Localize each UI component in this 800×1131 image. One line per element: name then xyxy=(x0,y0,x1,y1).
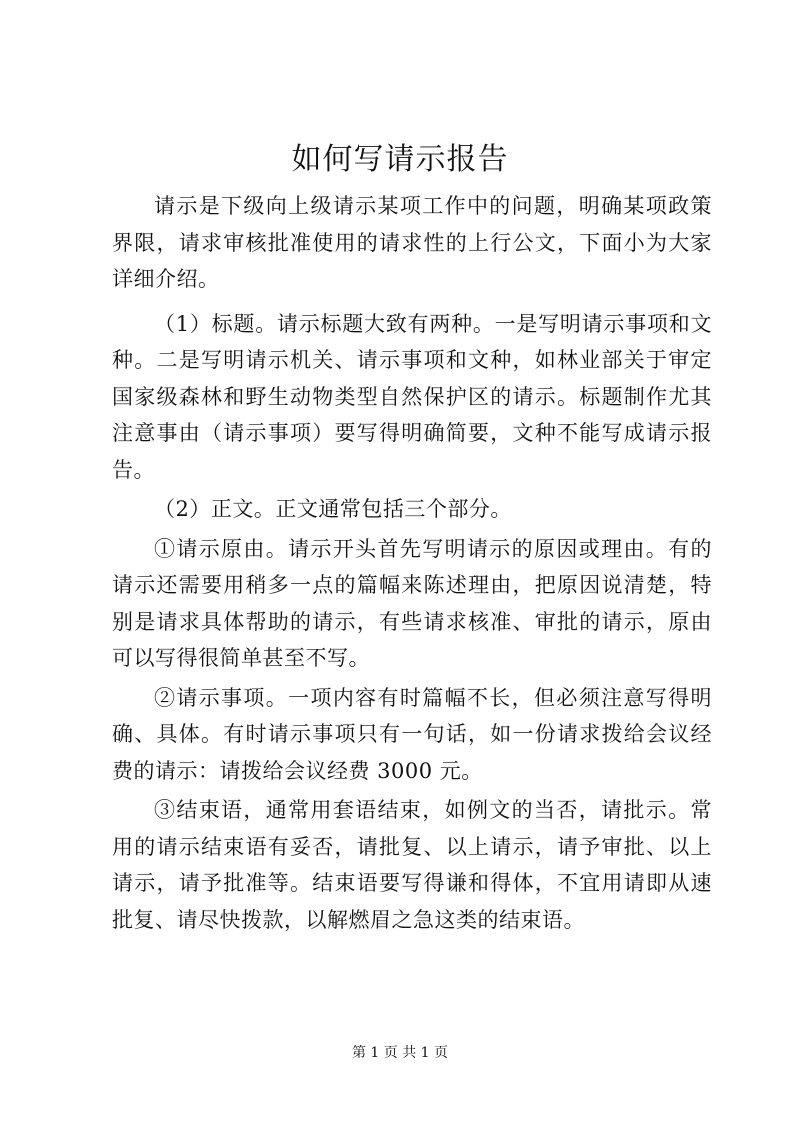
paragraph-title-section: （1）标题。请示标题大致有两种。一是写明请示事项和文种。二是写明请示机关、请示事项和文种，如林业部关于审定国家级森林和野生动物类型自然保护区的请示。标题制作尤其注意事由（请示事项）要写得明确简要，文种不能写成请示报告。 xyxy=(112,311,712,482)
paragraph-intro: 请示是下级向上级请示某项工作中的问题，明确某项政策界限，请求审核批准使用的请求性的上行公文，下面小为大家详细介绍。 xyxy=(112,194,712,291)
document-title: 如何写请示报告 xyxy=(291,142,509,177)
page-footer: 第 1 页 共 1 页 xyxy=(351,1045,449,1061)
paragraph-body-section: （2）正文。正文通常包括三个部分。 xyxy=(154,497,512,521)
paragraph-reason: ①请示原由。请示开头首先写明请示的原因或理由。有的请示还需要用稍多一点的篇幅来陈述理由，把原因说清楚，特别是请求具体帮助的请示，有些请求核准、审批的请示，原由可以写得很简单甚至不写。 xyxy=(112,536,712,670)
paragraph-closing: ③结束语，通常用套语结束，如例文的当否，请批示。常用的请示结束语有妥否，请批复、以上请示，请予审批、以上请示，请予批准等。结束语要写得谦和得体，不宜用请即从速批复、请尽快拨款，以解燃眉之急这类的结束语。 xyxy=(112,798,712,932)
paragraph-matters: ②请示事项。一项内容有时篇幅不长，但必须注意写得明确、具体。有时请示事项只有一句话，如一份请求拨给会议经费的请示：请拨给会议经费 3000 元。 xyxy=(112,685,712,783)
document-body xyxy=(112,188,712,938)
